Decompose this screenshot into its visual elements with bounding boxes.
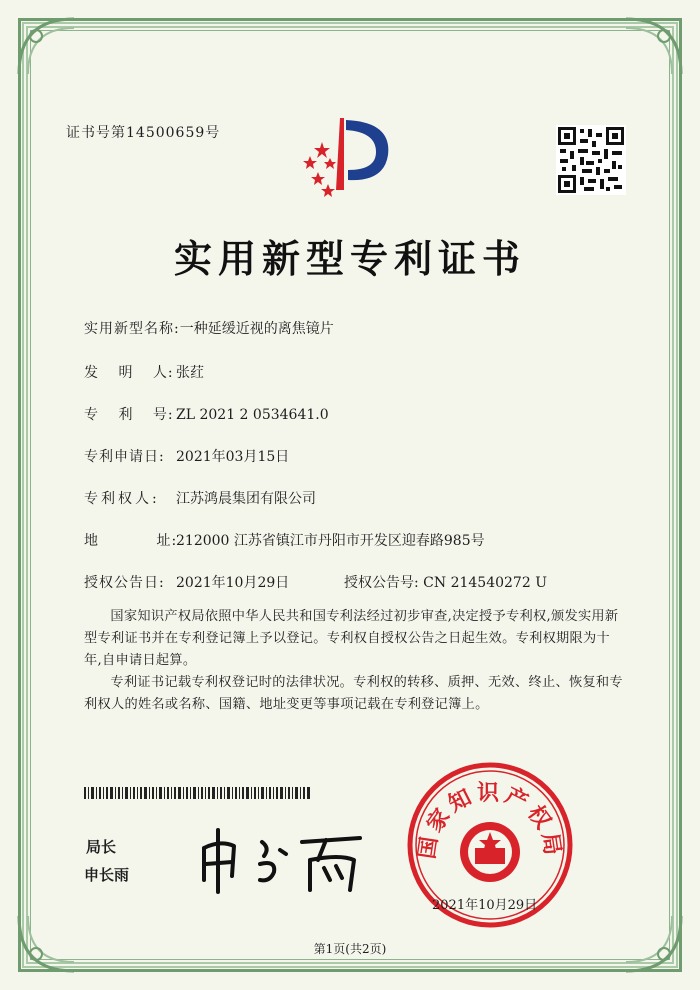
field-label: 实用新型名称:	[84, 321, 180, 337]
field-address	[84, 530, 485, 550]
field-label: 专利权人:	[84, 491, 160, 507]
field-label: 发 明 人:	[84, 365, 174, 381]
field-label: 地 址:	[84, 533, 178, 549]
field-grant-date	[84, 572, 289, 592]
seal-text: 国家知识产权局	[414, 781, 566, 861]
field-value: 212000 江苏省镇江市丹阳市开发区迎春路985号	[176, 533, 485, 549]
field-label: 授权公告号:	[344, 575, 419, 591]
field-patentee	[84, 488, 316, 508]
seal-date: 2021年10月29日	[432, 898, 538, 913]
corner-ornament-top-left	[14, 14, 84, 84]
field-value: 2021年03月15日	[176, 449, 290, 465]
field-label: 专利申请日:	[84, 449, 165, 465]
cnipa-logo-icon	[292, 110, 402, 210]
page-number: 第1页(共2页)	[313, 942, 387, 956]
field-value: ZL 2021 2 0534641.0	[176, 407, 329, 423]
field-utility-model-name	[84, 318, 334, 338]
legal-status-paragraph: 专利证书记载专利权登记时的法律状况。专利权的转移、质押、无效、终止、恢复和专利权人的姓名或名称、国籍、地址变更等事项记载在专利登记簿上。	[84, 675, 623, 712]
handwritten-signature	[190, 820, 370, 900]
field-patent-number	[84, 404, 329, 424]
grant-statement-paragraph: 国家知识产权局依照中华人民共和国专利法经过初步审查,决定授予专利权,颁发实用新型专利证书并在专利登记簿上予以登记。专利权自授权公告之日起生效。专利权期限为十年,自申请日起算。	[84, 609, 619, 668]
field-inventor	[84, 362, 204, 382]
certificate-title: 实用新型专利证书	[173, 236, 526, 281]
barcode-icon	[84, 784, 310, 796]
field-grant-number	[344, 572, 547, 592]
field-value: 一种延缓近视的离焦镜片	[179, 321, 334, 337]
field-label: 授权公告日:	[84, 575, 165, 591]
certificate-number: 证书号第14500659号	[66, 125, 221, 141]
field-value: 江苏鸿晨集团有限公司	[176, 491, 316, 507]
corner-ornament-top-right	[616, 14, 686, 84]
field-value: 张荭	[176, 365, 204, 381]
director-title: 局长	[86, 838, 117, 856]
field-filing-date	[84, 446, 289, 466]
field-value: CN 214540272 U	[423, 575, 547, 591]
field-label: 专 利 号:	[84, 407, 174, 423]
qr-code-icon	[556, 125, 626, 195]
field-value: 2021年10月29日	[176, 575, 290, 591]
director-name: 申长雨	[84, 866, 130, 884]
